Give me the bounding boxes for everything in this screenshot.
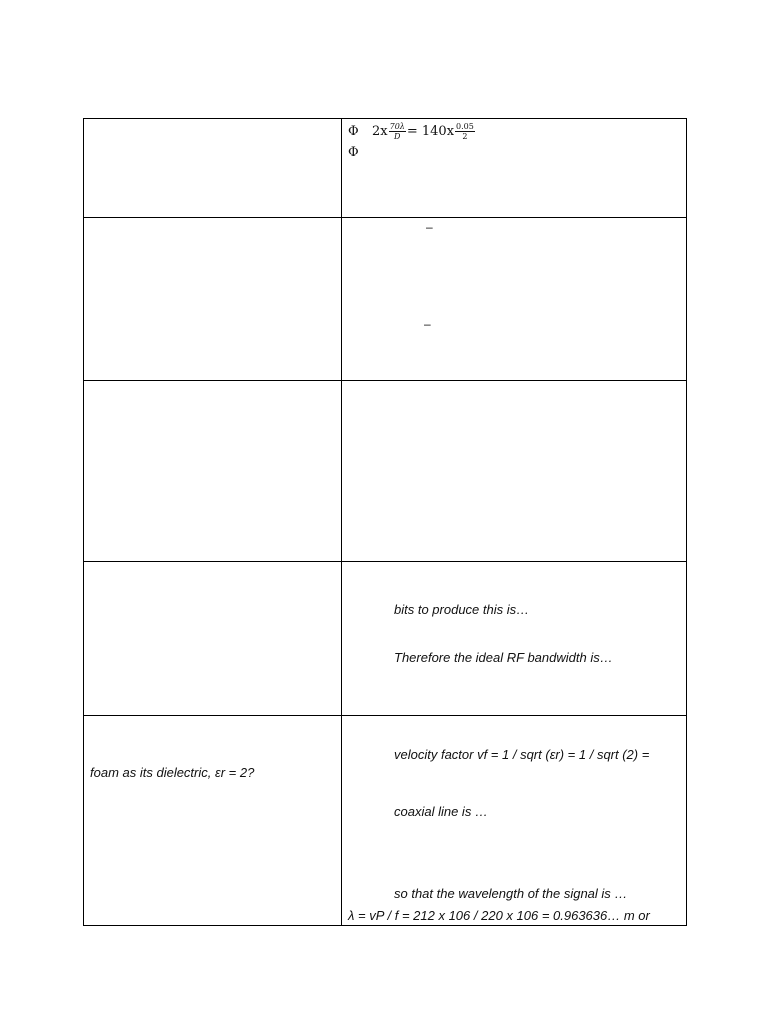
answer-text: velocity factor vf = 1 / sqrt (εr) = 1 / sqrt (2) = <box>394 747 650 762</box>
fraction-numerator: 0.05 <box>456 122 474 131</box>
question-cell <box>84 562 342 716</box>
answer-text: coaxial line is … <box>394 804 488 819</box>
table-row <box>84 562 687 716</box>
table-row <box>84 218 687 381</box>
table-row <box>84 716 687 926</box>
qa-table <box>83 118 687 926</box>
phi-symbol: Φ <box>348 124 359 139</box>
question-cell <box>84 119 342 218</box>
answer-text: so that the wavelength of the signal is … <box>394 886 628 901</box>
dash-mark: – <box>424 317 431 331</box>
question-cell <box>84 218 342 381</box>
equation-mid: = 140x <box>406 124 455 139</box>
fraction-denominator: 2 <box>462 132 468 141</box>
fraction-numerator: 70λ <box>389 122 405 131</box>
question-cell <box>84 381 342 562</box>
fraction-005-over-2 <box>455 122 475 141</box>
answer-cell <box>342 119 687 218</box>
answer-cell <box>342 218 687 381</box>
table-row <box>84 119 687 218</box>
answer-text: Therefore the ideal RF bandwidth is… <box>394 650 613 665</box>
fraction-70-lambda-over-d <box>389 122 406 141</box>
answer-cell <box>342 381 687 562</box>
answer-cell <box>342 562 687 716</box>
phi-symbol: Φ <box>348 145 359 160</box>
fraction-denominator: D <box>394 132 401 141</box>
table-row <box>84 381 687 562</box>
question-text: foam as its dielectric, εr = 2? <box>90 765 255 780</box>
beamwidth-equation <box>372 122 476 141</box>
answer-text: bits to produce this is… <box>394 602 530 617</box>
dash-mark: – <box>426 220 433 234</box>
question-cell <box>84 716 342 926</box>
answer-cell <box>342 716 687 926</box>
answer-text: λ = vP / f = 212 x 106 / 220 x 106 = 0.963636… m or <box>348 908 650 923</box>
equation-lead: 2x <box>372 124 388 139</box>
